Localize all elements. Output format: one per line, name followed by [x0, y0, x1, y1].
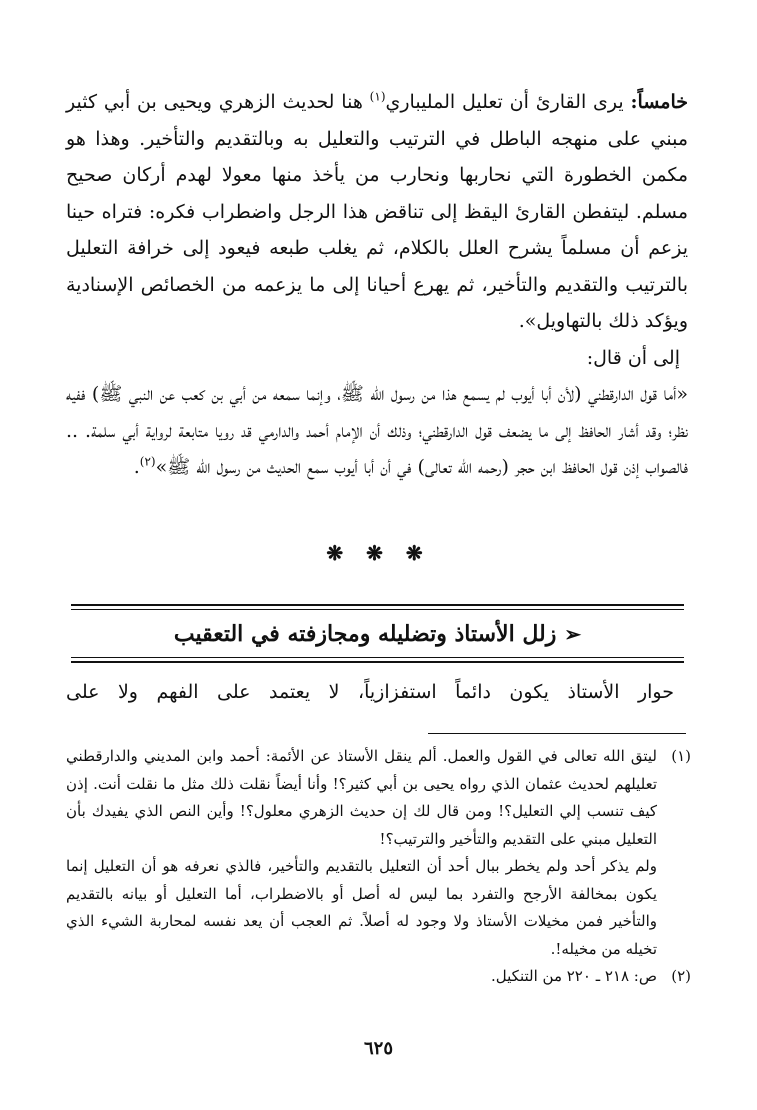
- quote-intro: إلى أن قال:: [586, 346, 680, 369]
- section-separator-stars: ❋ ❋ ❋: [326, 541, 431, 565]
- footnote-ref-2[interactable]: (٢): [139, 454, 156, 469]
- footnote-separator: [428, 733, 686, 734]
- heading-rule-bottom: [71, 661, 684, 663]
- heading-rule-top-thin: [71, 609, 684, 610]
- footnotes: [66, 743, 691, 991]
- footnote-2: [66, 963, 691, 991]
- footnote-ref-1[interactable]: (١): [369, 89, 386, 104]
- section-lead-word: خامساً:: [630, 91, 688, 113]
- footnote-2-body: [66, 963, 657, 991]
- footnote-1-number: (١): [671, 747, 691, 765]
- paragraph-1-text-a: يرى القارئ أن تعليل المليباري: [385, 91, 631, 113]
- footnote-1-para-1: ليتق الله تعالى في القول والعمل. ألم ينقل الأستاذ عن الأئمة: أحمد وابن المديني والدارقطني تعليلهم لحديث عثمان الذي رواه يحيى بن أبي كثير؟! وأنا أيضاً نقلت ذلك مثل ما نقلت أنت. إذن كيف تنسب إلي التعليل؟! ومن قال لك إن حديث الزهري معلول؟! وأين النص الذي يفيدك بأن التعليل مبني على التقديم والتأخير والترتيب؟!: [66, 747, 657, 848]
- footnote-1: [66, 743, 691, 963]
- main-body-text: [66, 84, 688, 486]
- quoted-paragraph: [66, 376, 688, 486]
- arrow-bullet-icon: ➢: [564, 622, 582, 646]
- page-number: ٦٢٥: [363, 1038, 393, 1059]
- quote-end-punct: .: [133, 456, 140, 478]
- quoted-text: «أما قول الدارقطني (لأن أبا أيوب لم يسمع هذا من رسول الله ﷺ، وإنما سمعه من أبي بن كعب عن النبي ﷺ) ففيه نظر؛ وقد أشار الحافظ إلى ما يضعف قول الدارقطني؛ وذلك أن الإمام أحمد والدارمي قد رويا متابعة لرواية أبي سلمة. .. فالصواب إذن قول الحافظ ابن حجر (رحمه الله تعالى) في أن أبا أيوب سمع الحديث من رسول الله ﷺ»: [66, 383, 688, 478]
- continuation-text: حوار الأستاذ يكون دائماً استفزازياً، لا يعتمد على الفهم ولا على: [66, 681, 674, 703]
- footnote-1-para-2: ولم يذكر أحد ولم يخطر ببال أحد أن التعليل بالتقديم والتأخير، فالذي نعرفه هو أن التعليل إنما يكون بمخالفة الأرجح والتفرد بما ليس له أصل أو بالاضطراب، أما التعليل أو بيانه بالتقديم والتأخير فمن مخيلات الأستاذ ولا وجود له أصلاً. ثم العجب أن يعد نفسه لمحاربة الشيء الذي تخيله من مخيله!.: [66, 857, 658, 958]
- heading-rule-top: [71, 604, 684, 606]
- section-heading-title: زلل الأستاذ وتضليله ومجازفته في التعقيب: [173, 621, 557, 647]
- footnote-2-para-1: ص: ٢١٨ ـ ٢٢٠ من التنكيل.: [491, 967, 657, 985]
- section-heading: [71, 617, 684, 651]
- footnote-1-body: [66, 743, 657, 963]
- paragraph-1: [66, 84, 688, 340]
- footnote-2-number: (٢): [671, 967, 691, 985]
- paragraph-1-text-b: هنا لحديث الزهري ويحيى بن أبي كثير مبني على منهجه الباطل في الترتيب والتعليل به وبالتقديم والتأخير. وهذا هو مكمن الخطورة التي نحاربها ونحارب من يأخذ منها معولا لهدم أركان صحيح مسلم. ليتفطن القارئ اليقظ إلى تناقض هذا الرجل واضطراب فكره: فتراه حينا يزعم أن مسلماً يشرح العلل بالكلام، ثم يغلب طبعه فيعود إلى خرافة التعليل بالترتيب والتقديم والتأخير، ثم يهرع أحيانا إلى ما يزعمه من الخصائص الإسنادية ويؤكد ذلك بالتهاويل».: [66, 91, 688, 332]
- heading-rule-bottom-thin: [71, 657, 684, 658]
